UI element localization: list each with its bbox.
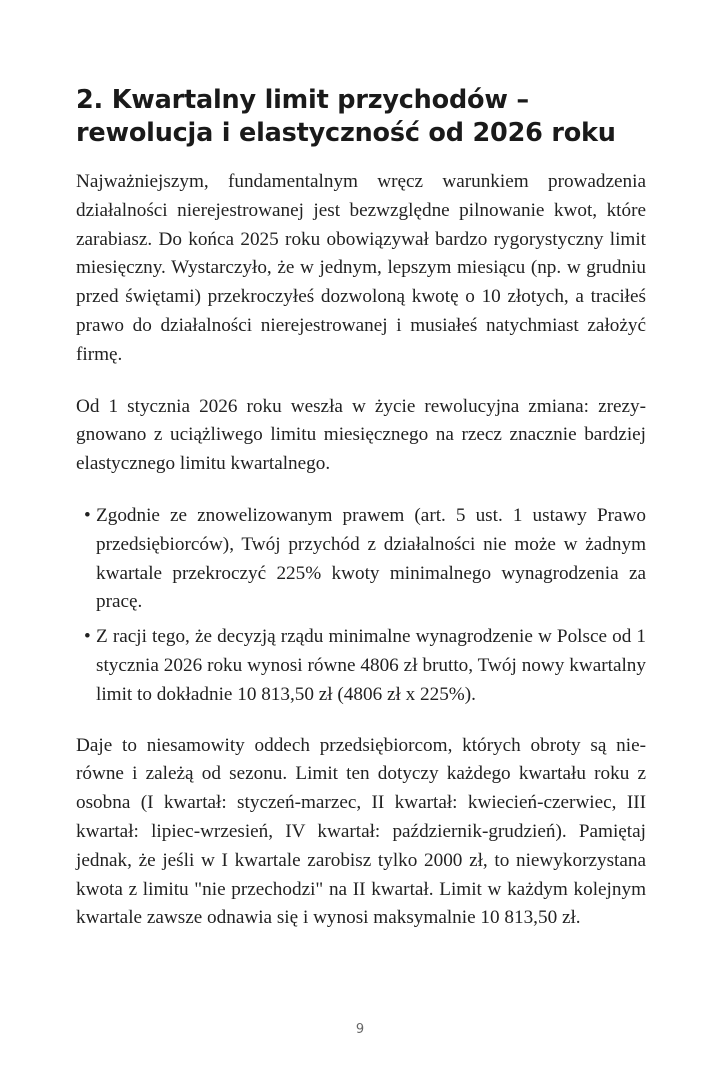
bullet-item bbox=[76, 502, 646, 617]
bullet-list bbox=[76, 502, 646, 710]
bullet-text: Zgodnie ze znowelizowanym prawem (art. 5 ust. 1 ustawy Prawo przedsiębiorców), Twój przychód z działalności nie może w żadnym kwartale przekroczyć 225% kwoty minimalnego wynagrodzenia za pracę. bbox=[96, 504, 646, 613]
page-content bbox=[76, 84, 646, 956]
bullet-icon: • bbox=[84, 626, 91, 648]
intro-paragraph: Najważniejszym, fundamentalnym wręcz warunkiem prowadzenia działalności nierejestrowanej jest bezwzględne pilnowanie kwot, które zarabiasz. Do końca 2025 roku obowiązywał bardzo rygorystyczny limit miesięczny. Wystarczyło, że w jednym, lepszym miesiącu (np. w grudniu przed świętami) przekroczyłeś dozwoloną kwotę o 10 złotych, a traciłeś prawo do działalności nierejestrowanej i musiałeś natychmiast założyć firmę. bbox=[76, 171, 646, 365]
bullet-icon: • bbox=[84, 504, 91, 526]
closing-paragraph: Daje to niesamowity oddech przedsiębiorcom, których obroty są nierówne i zależą od sezonu. Limit ten dotyczy każdego kwartału roku z osobna (I kwartał: styczeń-marzec, II kwartał: kwiecień-czerwiec, III kwartał: lipiec-wrzesień, IV kwartał: październik-grudzień). Pamiętaj jednak, że jeśli w I kwartale zarobisz tylko 2000 zł, to niewykorzystana kwota z limitu "nie przechodzi" na II kwartał. Limit w każdym kolejnym kwartale zawsze odnawia się i wynosi maksymalnie 10 813,50 zł. bbox=[76, 734, 646, 929]
bullet-item bbox=[76, 623, 646, 709]
page-number: 9 bbox=[355, 1022, 365, 1037]
bullet-text: Z racji tego, że decyzją rządu minimalne wynagrodzenie w Polsce od 1 stycznia 2026 roku wynosi równe 4806 zł brutto, Twój nowy kwartalny limit to dokładnie 10 813,50 zł (4806 zł x 225%). bbox=[96, 626, 646, 705]
section-heading: 2. Kwartalny limit przychodów – rewolucja i elastyczność od 2026 roku bbox=[76, 85, 616, 148]
change-paragraph: Od 1 stycznia 2026 roku weszła w życie rewolucyjna zmiana: zrezygnowano z uciążliwego limitu miesięcznego na rzecz znacznie bardziej elastycznego limitu kwartalnego. bbox=[76, 395, 646, 475]
